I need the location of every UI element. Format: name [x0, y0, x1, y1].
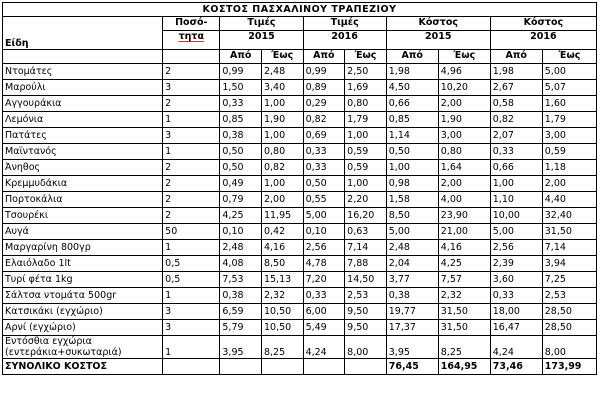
- c15-to-cell: 1,90: [438, 112, 490, 128]
- p15-to-cell: 4,16: [261, 240, 303, 256]
- table-row: [3, 208, 597, 224]
- p16-to-cell: 1,79: [345, 112, 387, 128]
- c15-from-cell: 0,85: [386, 112, 438, 128]
- table-row: [3, 112, 597, 128]
- p16-from-cell: 0,55: [303, 192, 345, 208]
- p15-from-cell: 0,50: [220, 144, 262, 160]
- p16-from-cell: 6,00: [303, 304, 345, 320]
- c15-from-cell: 2,48: [386, 240, 438, 256]
- table-row: [3, 288, 597, 304]
- p15-from-cell: 0,79: [220, 192, 262, 208]
- cost-2015-header-bottom: 2015: [386, 31, 490, 50]
- c16-from-cell: 0,33: [490, 288, 542, 304]
- c15-from-cell: 3,77: [386, 272, 438, 288]
- c15-to-cell: 4,96: [438, 64, 490, 80]
- p15-from-cell: 0,10: [220, 224, 262, 240]
- table-row: [3, 192, 597, 208]
- c15-to-cell: 8,25: [438, 336, 490, 359]
- cost-2016-header-bottom: 2016: [490, 31, 596, 50]
- table-title: ΚΟΣΤΟΣ ΠΑΣΧΑΛΙΝΟΥ ΤΡΑΠΕΖΙΟΥ: [3, 3, 597, 17]
- quantity-cell: 1: [163, 336, 220, 359]
- p15-from-cell: 0,33: [220, 96, 262, 112]
- c16-from-cell: 10,00: [490, 208, 542, 224]
- item-name-cell: Ελαιόλαδο 1lt: [3, 256, 163, 272]
- c16-to-cell: 1,79: [542, 112, 596, 128]
- c15-from-cell: 0,38: [386, 288, 438, 304]
- c15-to-cell: 23,90: [438, 208, 490, 224]
- c16-from-cell: 1,98: [490, 64, 542, 80]
- p16-from-cell: 0,69: [303, 128, 345, 144]
- p15-to-cell: 15,13: [261, 272, 303, 288]
- c16-to-cell: 8,00: [542, 336, 596, 359]
- quantity-header-top: Ποσό-: [163, 17, 220, 31]
- table-row: [3, 224, 597, 240]
- cost-2015-header-top: Κόστος: [386, 17, 490, 31]
- quantity-cell: 0,5: [163, 272, 220, 288]
- item-name-cell: Σάλτσα ντομάτα 500gr: [3, 288, 163, 304]
- c15-from-cell: 0,98: [386, 176, 438, 192]
- p16-from-cell: 7,20: [303, 272, 345, 288]
- item-name-cell: Αγγουράκια: [3, 96, 163, 112]
- quantity-cell: 3: [163, 304, 220, 320]
- quantity-cell: 3: [163, 128, 220, 144]
- prices-2016-header-bottom: 2016: [303, 31, 386, 50]
- p16-to-cell: 7,14: [345, 240, 387, 256]
- p16-to-cell: 8,00: [345, 336, 387, 359]
- p15-from-cell: 0,85: [220, 112, 262, 128]
- p16-to-cell: 9,50: [345, 320, 387, 336]
- c16-from-cell: 0,82: [490, 112, 542, 128]
- p16-to-cell: 0,63: [345, 224, 387, 240]
- quantity-cell: 0,5: [163, 256, 220, 272]
- total-empty-p16-from: [303, 359, 345, 375]
- c15-to-cell: 7,57: [438, 272, 490, 288]
- c16-from-cell: 16,47: [490, 320, 542, 336]
- c15-from-cell: 3,95: [386, 336, 438, 359]
- p16-to-cell: 2,53: [345, 288, 387, 304]
- p15-from-cell: 7,53: [220, 272, 262, 288]
- p16-to-cell: 1,69: [345, 80, 387, 96]
- c15-from-cell: 1,00: [386, 160, 438, 176]
- prices-2015-header-top: Τιμές: [220, 17, 303, 31]
- item-name-cell: Μαρούλι: [3, 80, 163, 96]
- c16-from-cell: 2,07: [490, 128, 542, 144]
- c15-to-cell: 31,50: [438, 304, 490, 320]
- p16-to-cell: 0,59: [345, 160, 387, 176]
- c15-to-cell: 10,20: [438, 80, 490, 96]
- quantity-cell: 1: [163, 240, 220, 256]
- p16-from-cell: 0,10: [303, 224, 345, 240]
- p15-from-cell: 4,25: [220, 208, 262, 224]
- c16-from-cell: 1,00: [490, 176, 542, 192]
- quantity-cell: 1: [163, 288, 220, 304]
- c15-to-header: Έως: [438, 50, 490, 64]
- c15-from-cell: 8,50: [386, 208, 438, 224]
- total-empty-p15-from: [220, 359, 262, 375]
- p15-to-cell: 1,00: [261, 176, 303, 192]
- c15-from-cell: 17,37: [386, 320, 438, 336]
- table-row: [3, 64, 597, 80]
- item-name-cell: Τσουρέκι: [3, 208, 163, 224]
- item-name-cell: Μαϊντανός: [3, 144, 163, 160]
- p15-from-cell: 0,38: [220, 128, 262, 144]
- p15-to-cell: 1,00: [261, 96, 303, 112]
- item-name-cell: Αρνί (εγχώριο): [3, 320, 163, 336]
- c16-from-cell: 2,56: [490, 240, 542, 256]
- p15-from-cell: 2,48: [220, 240, 262, 256]
- table-body: [3, 64, 597, 336]
- p15-to-cell: 11,95: [261, 208, 303, 224]
- p16-to-cell: 0,59: [345, 144, 387, 160]
- item-name-cell: Ντομάτες: [3, 64, 163, 80]
- p15-from-cell: 0,49: [220, 176, 262, 192]
- p16-to-cell: 2,50: [345, 64, 387, 80]
- c16-to-cell: 5,07: [542, 80, 596, 96]
- items-subheader-empty: [3, 50, 163, 64]
- prices-2015-header-bottom: 2015: [220, 31, 303, 50]
- p15-from-cell: 3,95: [220, 336, 262, 359]
- c16-to-cell: 32,40: [542, 208, 596, 224]
- total-empty-qty: [163, 359, 220, 375]
- item-name-cell: Μαργαρίνη 800γρ: [3, 240, 163, 256]
- header-row-1: [3, 17, 597, 31]
- total-c15-from: 76,45: [386, 359, 438, 375]
- item-name-line1: Εντόσθια εγχώρια: [5, 336, 92, 347]
- p16-from-cell: 0,33: [303, 144, 345, 160]
- item-name-cell: [3, 336, 163, 359]
- c15-from-cell: 1,58: [386, 192, 438, 208]
- p16-to-cell: 9,50: [345, 304, 387, 320]
- c15-from-cell: 5,00: [386, 224, 438, 240]
- c15-to-cell: 4,00: [438, 192, 490, 208]
- c16-to-cell: 7,25: [542, 272, 596, 288]
- c16-from-cell: 5,00: [490, 224, 542, 240]
- c15-to-cell: 0,80: [438, 144, 490, 160]
- p16-from-cell: 0,89: [303, 80, 345, 96]
- c15-to-cell: 31,50: [438, 320, 490, 336]
- c16-from-cell: 0,58: [490, 96, 542, 112]
- c16-from-cell: 1,10: [490, 192, 542, 208]
- c16-to-cell: 31,50: [542, 224, 596, 240]
- table-footer-body: [3, 336, 597, 375]
- item-name-cell: Τυρί φέτα 1kg: [3, 272, 163, 288]
- c15-to-cell: 4,25: [438, 256, 490, 272]
- cost-2016-header-top: Κόστος: [490, 17, 596, 31]
- p16-from-cell: 5,00: [303, 208, 345, 224]
- table-row: [3, 304, 597, 320]
- p15-to-cell: 2,48: [261, 64, 303, 80]
- item-name-line2: (εντεράκια+συκωταριά): [5, 347, 122, 358]
- p16-from-cell: 0,33: [303, 160, 345, 176]
- p15-from-header: Από: [220, 50, 262, 64]
- c15-from-cell: 1,14: [386, 128, 438, 144]
- p16-from-cell: 4,78: [303, 256, 345, 272]
- total-c16-from: 73,46: [490, 359, 542, 375]
- c15-from-cell: 2,04: [386, 256, 438, 272]
- p16-from-cell: 0,99: [303, 64, 345, 80]
- item-name-cell: Λεμόνια: [3, 112, 163, 128]
- quantity-cell: 1: [163, 112, 220, 128]
- prices-2016-header-top: Τιμές: [303, 17, 386, 31]
- c15-from-header: Από: [386, 50, 438, 64]
- p15-to-cell: 2,00: [261, 192, 303, 208]
- p16-from-cell: 4,24: [303, 336, 345, 359]
- c16-to-cell: 1,18: [542, 160, 596, 176]
- p15-from-cell: 0,99: [220, 64, 262, 80]
- p15-to-cell: 0,42: [261, 224, 303, 240]
- table-row: [3, 336, 597, 359]
- table-row: [3, 160, 597, 176]
- c16-from-cell: 18,00: [490, 304, 542, 320]
- c15-from-cell: 0,66: [386, 96, 438, 112]
- quantity-cell: 2: [163, 176, 220, 192]
- p15-to-header: Έως: [261, 50, 303, 64]
- p16-from-cell: 0,50: [303, 176, 345, 192]
- c15-from-cell: 1,98: [386, 64, 438, 80]
- quantity-subheader-empty: [163, 50, 220, 64]
- p15-to-cell: 10,50: [261, 304, 303, 320]
- table-row: [3, 128, 597, 144]
- quantity-cell: 2: [163, 64, 220, 80]
- p15-to-cell: 2,32: [261, 288, 303, 304]
- c16-from-header: Από: [490, 50, 542, 64]
- header-row-3: [3, 50, 597, 64]
- p16-to-cell: 0,80: [345, 96, 387, 112]
- c15-to-cell: 3,00: [438, 128, 490, 144]
- c15-to-cell: 4,16: [438, 240, 490, 256]
- title-row: [3, 3, 597, 17]
- c16-to-cell: 3,94: [542, 256, 596, 272]
- c16-from-cell: 2,67: [490, 80, 542, 96]
- quantity-header-bottom: τητα: [163, 31, 220, 50]
- c16-to-cell: 2,53: [542, 288, 596, 304]
- table-row: [3, 80, 597, 96]
- quantity-cell: 3: [163, 320, 220, 336]
- quantity-cell: 1: [163, 144, 220, 160]
- p16-to-cell: 2,20: [345, 192, 387, 208]
- table-row: [3, 320, 597, 336]
- c16-to-cell: 3,00: [542, 128, 596, 144]
- item-name-cell: Άνηθος: [3, 160, 163, 176]
- cost-table: [2, 2, 597, 375]
- p15-to-cell: 8,50: [261, 256, 303, 272]
- p16-from-cell: 2,56: [303, 240, 345, 256]
- cost-table-container: [2, 2, 597, 375]
- p15-from-cell: 0,38: [220, 288, 262, 304]
- total-row: [3, 359, 597, 375]
- p15-to-cell: 1,90: [261, 112, 303, 128]
- quantity-cell: 2: [163, 96, 220, 112]
- c15-from-cell: 19,77: [386, 304, 438, 320]
- p16-from-header: Από: [303, 50, 345, 64]
- c16-from-cell: 3,60: [490, 272, 542, 288]
- item-name-cell: Αυγά: [3, 224, 163, 240]
- c15-from-cell: 0,50: [386, 144, 438, 160]
- p16-to-cell: 1,00: [345, 128, 387, 144]
- c16-to-cell: 7,14: [542, 240, 596, 256]
- c16-to-cell: 4,40: [542, 192, 596, 208]
- table-row: [3, 256, 597, 272]
- p16-from-cell: 0,82: [303, 112, 345, 128]
- p16-to-cell: 7,88: [345, 256, 387, 272]
- quantity-cell: 2: [163, 160, 220, 176]
- p15-from-cell: 6,59: [220, 304, 262, 320]
- p16-from-cell: 0,29: [303, 96, 345, 112]
- total-label: ΣΥΝΟΛΙΚΟ ΚΟΣΤΟΣ: [3, 359, 163, 375]
- c16-from-cell: 4,24: [490, 336, 542, 359]
- p15-from-cell: 4,08: [220, 256, 262, 272]
- p15-to-cell: 0,82: [261, 160, 303, 176]
- quantity-cell: 3: [163, 80, 220, 96]
- table-row: [3, 96, 597, 112]
- c16-to-cell: 1,60: [542, 96, 596, 112]
- p16-to-header: Έως: [345, 50, 387, 64]
- quantity-cell: 2: [163, 192, 220, 208]
- c16-from-cell: 0,33: [490, 144, 542, 160]
- c16-to-cell: 5,00: [542, 64, 596, 80]
- total-empty-p16-to: [345, 359, 387, 375]
- item-name-cell: Πορτοκάλια: [3, 192, 163, 208]
- p15-to-cell: 3,40: [261, 80, 303, 96]
- table-row: [3, 176, 597, 192]
- c16-to-header: Έως: [542, 50, 596, 64]
- p15-to-cell: 1,00: [261, 128, 303, 144]
- c16-to-cell: 0,59: [542, 144, 596, 160]
- c15-to-cell: 2,32: [438, 288, 490, 304]
- c15-from-cell: 4,50: [386, 80, 438, 96]
- c15-to-cell: 2,00: [438, 176, 490, 192]
- c16-from-cell: 2,39: [490, 256, 542, 272]
- c15-to-cell: 2,00: [438, 96, 490, 112]
- quantity-cell: 50: [163, 224, 220, 240]
- c15-to-cell: 21,00: [438, 224, 490, 240]
- p16-from-cell: 5,49: [303, 320, 345, 336]
- p16-to-cell: 1,00: [345, 176, 387, 192]
- total-empty-p15-to: [261, 359, 303, 375]
- item-name-cell: Πατάτες: [3, 128, 163, 144]
- c16-to-cell: 2,00: [542, 176, 596, 192]
- c16-from-cell: 0,66: [490, 160, 542, 176]
- table-row: [3, 144, 597, 160]
- p16-to-cell: 16,20: [345, 208, 387, 224]
- p15-from-cell: 1,50: [220, 80, 262, 96]
- p16-to-cell: 14,50: [345, 272, 387, 288]
- p16-from-cell: 0,33: [303, 288, 345, 304]
- items-header: Είδη: [3, 17, 163, 50]
- quantity-cell: 2: [163, 208, 220, 224]
- c16-to-cell: 28,50: [542, 304, 596, 320]
- item-name-cell: Κρεμμυδάκια: [3, 176, 163, 192]
- p15-from-cell: 5,79: [220, 320, 262, 336]
- total-c16-to: 173,99: [542, 359, 596, 375]
- table-row: [3, 240, 597, 256]
- p15-to-cell: 10,50: [261, 320, 303, 336]
- table-row: [3, 272, 597, 288]
- total-c15-to: 164,95: [438, 359, 490, 375]
- p15-from-cell: 0,50: [220, 160, 262, 176]
- p15-to-cell: 8,25: [261, 336, 303, 359]
- item-name-cell: Κατσικάκι (εγχώριο): [3, 304, 163, 320]
- c15-to-cell: 1,64: [438, 160, 490, 176]
- c16-to-cell: 28,50: [542, 320, 596, 336]
- p15-to-cell: 0,80: [261, 144, 303, 160]
